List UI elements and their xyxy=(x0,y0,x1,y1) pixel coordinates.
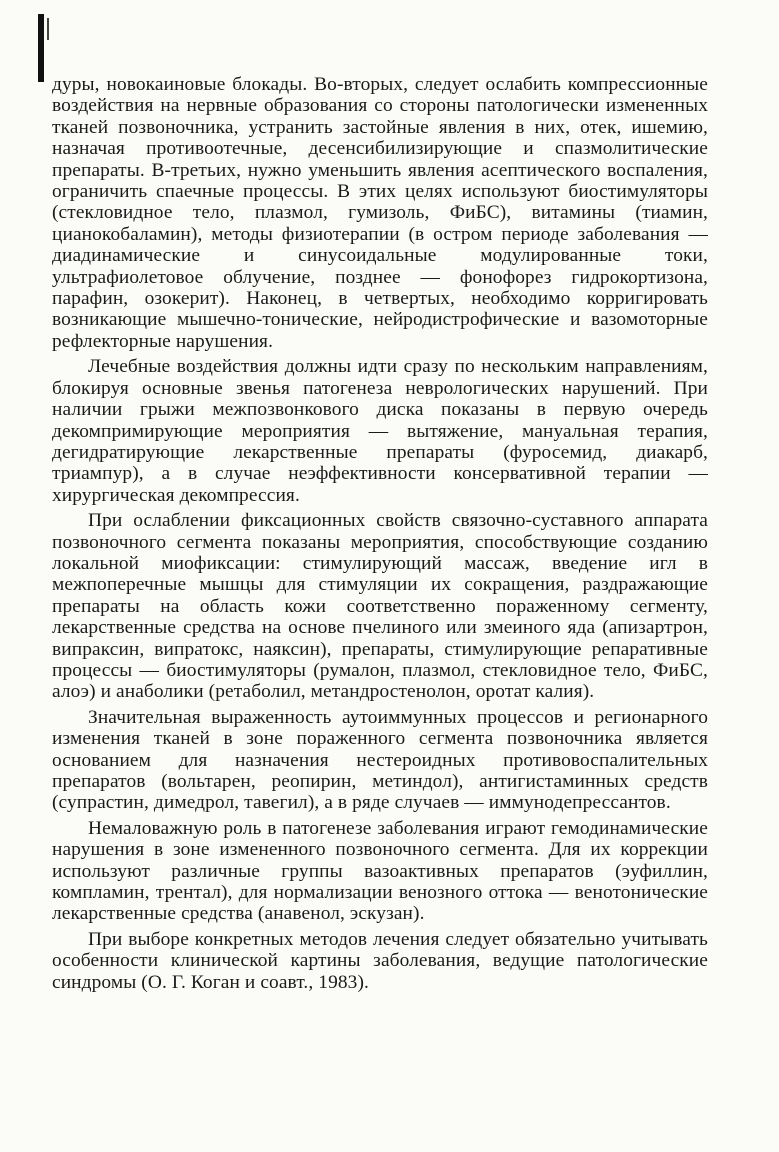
paragraph-1: дуры, новокаиновые блокады. Во-вторых, следует ослабить компрессионные воздействия на нервные образования со стороны патологически измененных тканей позвоночника, устранить застойные явления в них, отек, ишемию, назначая противоотечные, десенсибилизирующие и спазмолитические препараты. В-третьих, нужно уменьшить явления асептического воспаления, ограничить спаечные процессы. В этих целях используют биостимуляторы (стекловидное тело, плазмол, гумизоль, ФиБС), витамины (тиамин, цианокобаламин), методы физиотерапии (в остром периоде заболевания — диадинамические и синусоидальные модулированные токи, ультрафиолетовое облучение, позднее — фонофорез гидрокортизона, парафин, озокерит). Наконец, в четвертых, необходимо корригировать возникающие мышечно-тонические, нейродистрофические и вазомоторные рефлекторные нарушения. xyxy=(52,74,708,352)
paragraph-3: При ослаблении фиксационных свойств связочно-суставного аппарата позвоночного сегмента показаны мероприятия, способствующие созданию локальной миофиксации: стимулирующий массаж, введение игл в межпоперечные мышцы для стимуляции их сокращения, раздражающие препараты на область кожи соответственно пораженному сегменту, лекарственные средства на основе пчелиного или змеиного яда (апизартрон, випраксин, випратокс, наяксин), препараты, стимулирующие репаративные процессы — биостимуляторы (румалон, плазмол, стекловидное тело, ФиБС, алоэ) и анаболики (ретаболил, метандростенолон, оротат калия). xyxy=(52,510,708,703)
paragraph-2: Лечебные воздействия должны идти сразу по нескольким направлениям, блокируя основные звенья патогенеза неврологических нарушений. При наличии грыжи межпозвонкового диска показаны в первую очередь декомпримирующие мероприятия — вытяжение, мануальная терапия, дегидратирующие лекарственные препараты (фуросемид, диакарб, триампур), а в случае неэффективности консервативной терапии — хирургическая декомпрессия. xyxy=(52,356,708,506)
binding-mark xyxy=(38,14,44,82)
paragraph-5: Немаловажную роль в патогенезе заболевания играют гемодинамические нарушения в зоне измененного позвоночного сегмента. Для их коррекции используют различные группы вазоактивных препаратов (эуфиллин, компламин, трентал), для нормализации венозного оттока — венотонические лекарственные средства (анавенол, эскузан). xyxy=(52,817,708,925)
page-text xyxy=(52,74,708,993)
paragraph-6: При выборе конкретных методов лечения следует обязательно учитывать особенности клинической картины заболевания, ведущие патологические синдромы (О. Г. Коган и соавт., 1983). xyxy=(52,928,708,993)
paragraph-4: Значительная выраженность аутоиммунных процессов и регионарного изменения тканей в зоне пораженного сегмента позвоночника является основанием для назначения нестероидных противовоспалительных препаратов (вольтарен, реопирин, метиндол), антигистаминных средств (супрастин, димедрол, тавегил), а в ряде случаев — иммунодепрессантов. xyxy=(52,706,708,814)
